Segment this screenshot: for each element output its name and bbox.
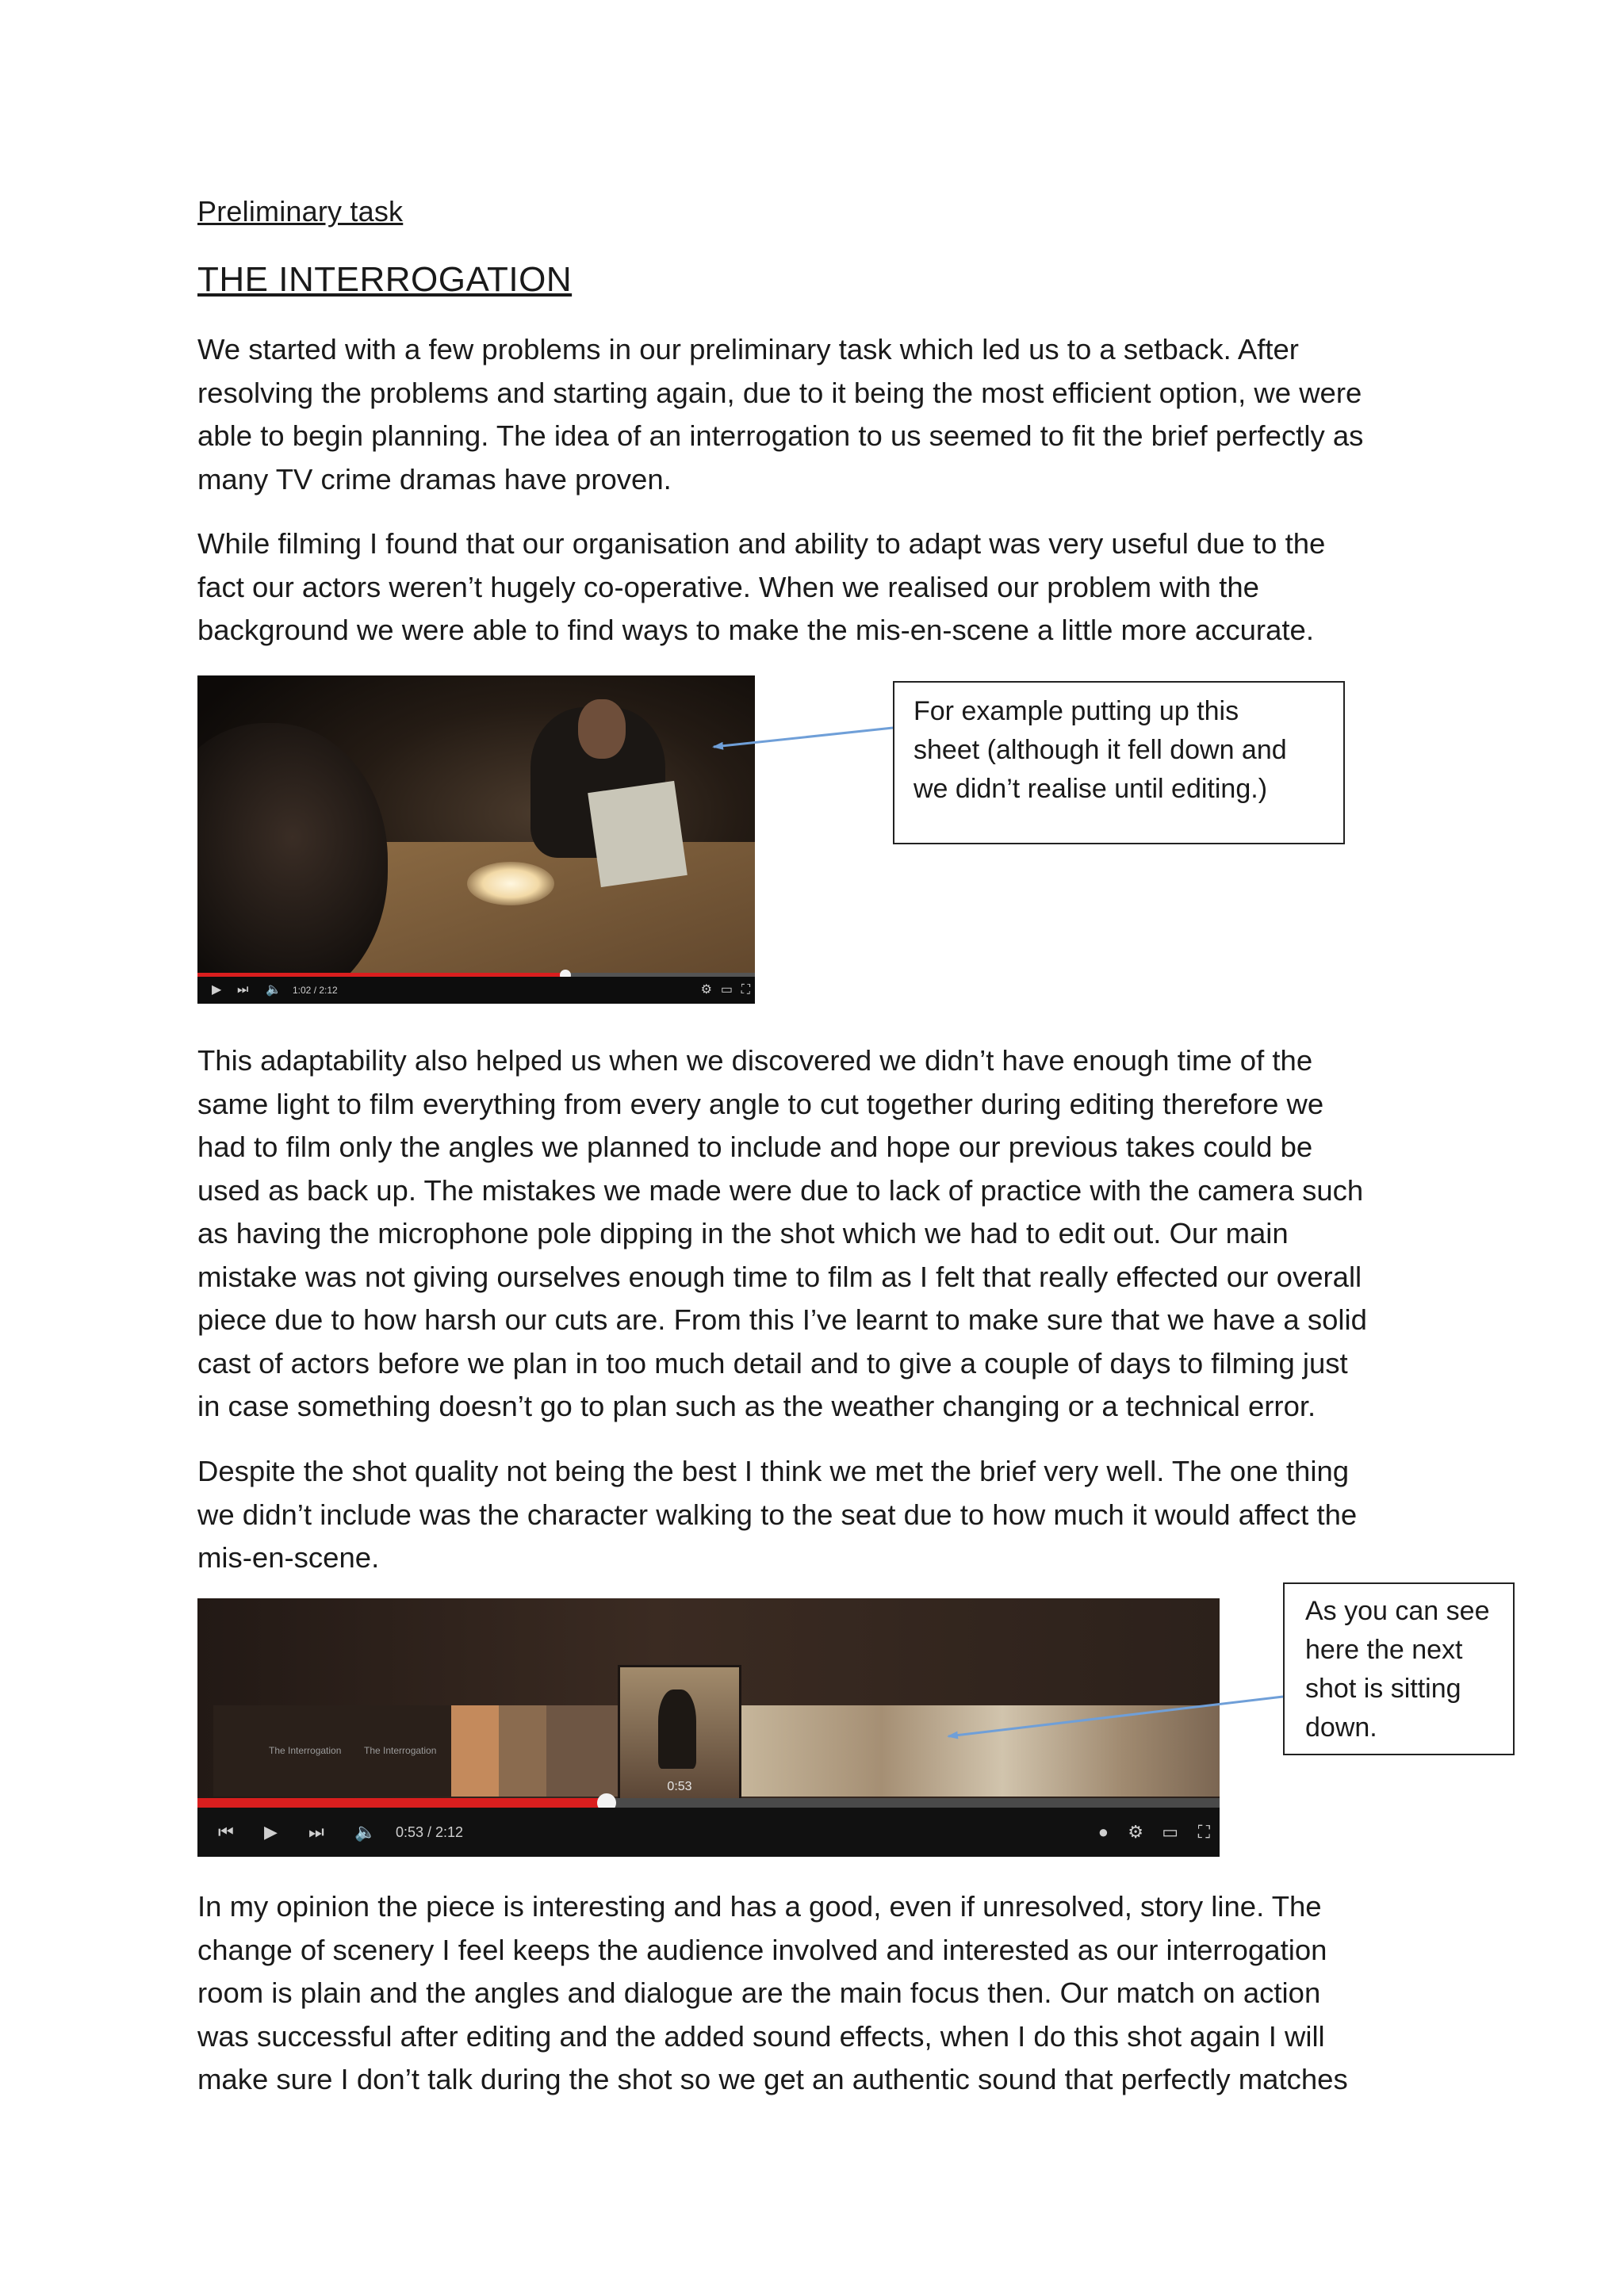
paragraph-line: We started with a few problems in our preliminary task which led us to a setback. After (197, 333, 1299, 365)
callout-line: sheet (although it fell down and (914, 735, 1287, 765)
next-icon: ⏭ (237, 983, 249, 997)
callout-line: shot is sitting (1305, 1674, 1461, 1704)
time-label: 0:53 / 2:12 (396, 1824, 464, 1840)
paragraph-line: as having the microphone pole dipping in the shot which we had to edit out. Our main (197, 1217, 1289, 1249)
theater-icon: ▭ (1162, 1822, 1178, 1842)
paragraph-line: This adaptability also helped us when we discovered we didn’t have enough time of the (197, 1044, 1313, 1077)
callout-line: For example putting up this (914, 696, 1239, 726)
paragraph-line: we didn’t include was the character walking to the seat due to how much it would affect the (197, 1498, 1358, 1531)
paragraph-line: used as back up. The mistakes we made were due to lack of practice with the camera such (197, 1173, 1364, 1207)
paragraph-line: able to begin planning. The idea of an interrogation to us seemed to fit the brief perfectly as (197, 419, 1364, 452)
paragraph-line: background we were able to find ways to make the mis-en-scene a little more accurate. (197, 614, 1314, 646)
captions-icon: ● (1097, 1822, 1109, 1842)
thumbnail-label: The Interrogation (269, 1745, 342, 1756)
paragraph-line: was successful after editing and the added sound effects, when I do this shot again I will (197, 2019, 1325, 2053)
paragraph-line: piece due to how harsh our cuts are. From this I’ve learnt to make sure that we have a solid (197, 1303, 1367, 1336)
paragraph-line: cast of actors before we plan in too much detail and to give a couple of days to filming just (197, 1346, 1348, 1380)
paragraph-line: change of scenery I feel keeps the audience involved and interested as our interrogation (197, 1933, 1327, 1966)
paragraph-line: mistake was not giving ourselves enough time to film as I felt that really effected our overall (197, 1260, 1362, 1293)
callout-line: As you can see (1305, 1596, 1490, 1626)
thumbnail-label: The Interrogation (364, 1745, 437, 1756)
next-icon: ⏭ (308, 1822, 324, 1842)
theater-icon: ▭ (720, 983, 733, 997)
paragraph-line: resolving the problems and starting again, due to it being the most efficient option, we were (197, 376, 1362, 409)
preview-time: 0:53 (667, 1780, 692, 1793)
page-title: THE INTERROGATION (197, 260, 573, 299)
fullscreen-icon: ⛶ (741, 983, 750, 997)
paragraph-line: make sure I don’t talk during the shot so we get an authentic sound that perfectly matches (197, 2063, 1348, 2095)
callout-line: down. (1305, 1712, 1377, 1743)
paragraph-line: In my opinion the piece is interesting and has a good, even if unresolved, story line. The (197, 1890, 1322, 1923)
arrow-1 (714, 728, 893, 747)
settings-icon: ⚙ (1128, 1822, 1143, 1842)
paragraph-line: many TV crime dramas have proven. (197, 462, 672, 496)
paragraph-line: room is plain and the angles and dialogue are the main focus then. Our match on action (197, 1976, 1321, 2009)
callout-line: we didn’t realise until editing.) (914, 774, 1268, 804)
play-icon: ▶ (264, 1822, 278, 1842)
play-icon: ▶ (212, 983, 222, 997)
paragraph-line: same light to film everything from every angle to cut together during editing therefore we (197, 1087, 1324, 1120)
time-label: 1:02 / 2:12 (293, 985, 338, 996)
previous-icon: ⏮ (218, 1822, 234, 1842)
paragraph-line: While filming I found that our organisation and ability to adapt was very useful due to the (197, 527, 1326, 560)
paragraph-line: had to film only the angles we planned to include and hope our previous takes could be (197, 1131, 1313, 1163)
paragraph-line: Despite the shot quality not being the best I think we met the brief very well. The one thing (197, 1455, 1350, 1487)
volume-icon: 🔈 (266, 983, 282, 997)
callout-line: here the next (1305, 1635, 1463, 1665)
volume-icon: 🔈 (354, 1822, 377, 1842)
subheading: Preliminary task (197, 195, 404, 228)
paragraph-line: in case something doesn’t go to plan such as the weather changing or a technical error. (197, 1390, 1316, 1422)
arrow-2 (948, 1697, 1283, 1736)
paragraph-line: fact our actors weren’t hugely co-operative. When we realised our problem with the (197, 570, 1259, 603)
settings-icon: ⚙ (700, 983, 712, 997)
fullscreen-icon: ⛶ (1197, 1822, 1210, 1842)
paragraph-line: mis-en-scene. (197, 1541, 380, 1574)
